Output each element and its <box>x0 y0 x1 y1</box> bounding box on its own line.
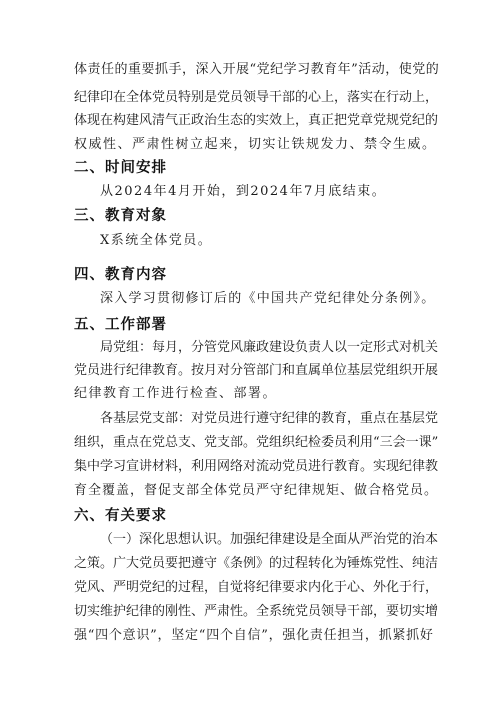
schedule-text: 从2024年4月开始，到2024年7月底结束。 <box>100 184 387 199</box>
deployment-para2-line: 集中学习宣讲材料，利用网络对流动党员进行教育。实现纪律教 <box>74 459 439 474</box>
deployment-para1-line: 党员进行纪律教育。按月对分管部门和直属单位基层党组织开展 <box>74 363 439 378</box>
requirements-para1-line: 切实维护纪律的刚性、严肃性。全系统党员领导干部，要切实增 <box>74 604 439 619</box>
body-text-line: 权威性、严肃性树立起来，切实让铁规发力、禁令生威。 <box>74 137 437 152</box>
requirements-para1-line: 党风、严明党纪的过程，自觉将纪律要求内化于心、外化于行， <box>74 580 439 595</box>
requirements-para1-line: （一）深化思想认识。加强纪律建设是全面从严治党的治本 <box>100 532 439 547</box>
deployment-para2-line: 育全覆盖，督促支部全体党员严守纪律规矩、做合格党员。 <box>74 483 439 498</box>
body-text-line: 纪律印在全体党员特别是党员领导干部的心上，落实在行动上， <box>74 90 439 105</box>
section-heading-deployment: 五、工作部署 <box>74 317 167 333</box>
requirements-para1-line: 强“四个意识”，坚定“四个自信”，强化责任担当，抓紧抓好 <box>74 628 434 643</box>
deployment-para1-line: 局党组：每月，分管党风廉政建设负责人以一定形式对机关 <box>100 340 439 355</box>
deployment-para2-line: 各基层党支部：对党员进行遵守纪律的教育，重点在基层党 <box>100 411 439 426</box>
deployment-para2-line: 组织，重点在党总支、党支部。党组织纪检委员利用“三会一课” <box>74 435 439 450</box>
body-text-line: 体现在构建风清气正政治生态的实效上，真正把党章党规党纪的 <box>74 113 439 128</box>
section-heading-content: 四、教育内容 <box>74 267 167 283</box>
body-text-line: 体责任的重要抓手，深入开展“党纪学习教育年”活动，使党的 <box>74 62 440 77</box>
section-heading-target: 三、教育对象 <box>74 208 167 224</box>
deployment-para1-line: 纪律教育工作进行检查、部署。 <box>74 386 278 401</box>
content-text: 深入学习贯彻修订后的《中国共产党纪律处分条例》。 <box>100 291 436 306</box>
section-heading-requirements: 六、有关要求 <box>74 508 167 524</box>
section-heading-schedule: 二、时间安排 <box>74 160 167 176</box>
requirements-para1-line: 之策。广大党员要把遵守《条例》的过程转化为锤炼党性、纯洁 <box>74 556 439 571</box>
target-text: X系统全体党员。 <box>100 233 213 248</box>
